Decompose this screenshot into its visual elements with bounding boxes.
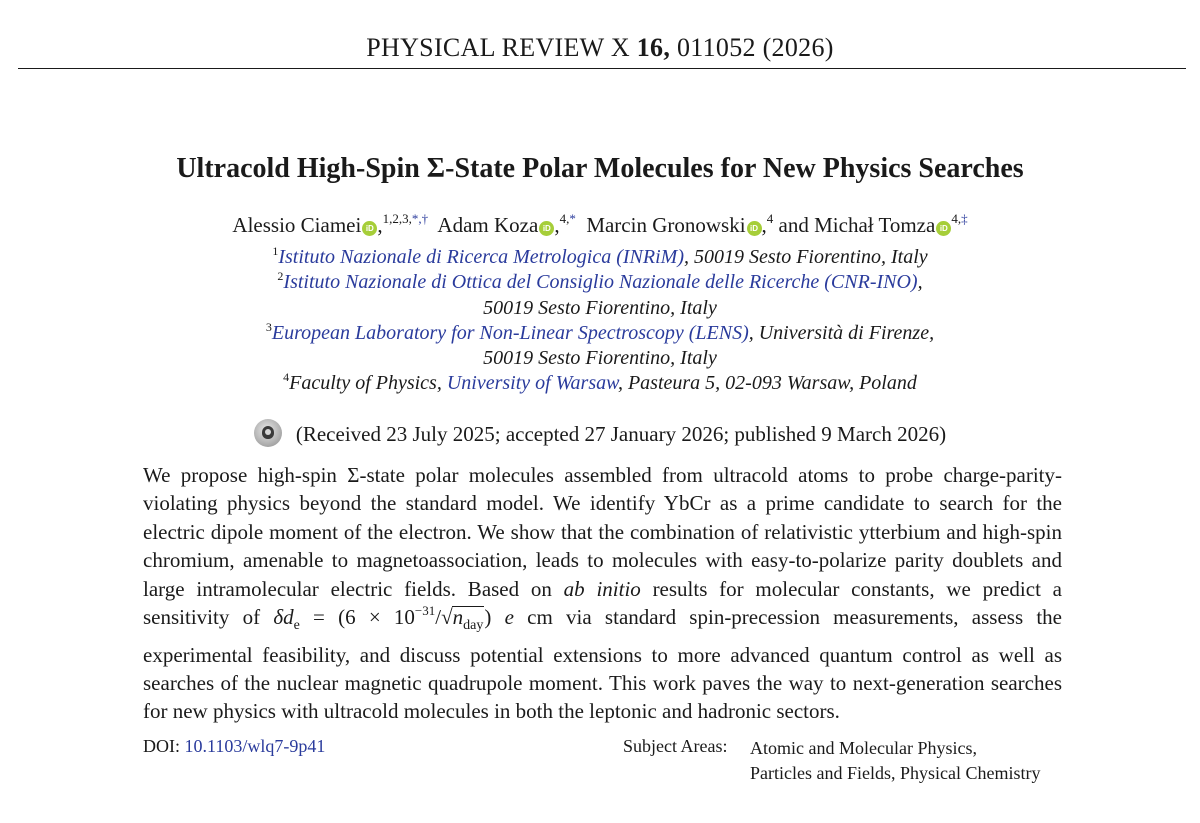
doi-link[interactable]: 10.1103/wlq7-9p41 xyxy=(184,736,326,756)
author-affil-ref: 4 xyxy=(766,211,774,226)
subject-area-line: Atomic and Molecular Physics, xyxy=(750,738,977,758)
affiliation-1: $^1$Istituto Nazionale di Ricerca Metrologica (INRiM), 50019 Sesto Fiorentino, Italy xyxy=(272,244,928,268)
article-info: 011052 (2026) xyxy=(676,33,834,62)
author-list: Alessio Ciamei iD ,$^{1,2,3,*,\dagger}$ Adam Koza iD ,$^{4,*}$ Marcin Gronowski iD ,$^4$ and Michał Tomza $iD^{4,\ddagger}$ xyxy=(232,211,968,237)
affiliation-link[interactable]: Istituto Nazionale di Ottica del Consiglio Nazionale delle Ricerche (CNR-INO) xyxy=(283,271,918,294)
author-affil-ref: 4, xyxy=(559,211,570,226)
doi-row xyxy=(143,736,325,757)
received-dates: (Received 23 July 2025; accepted 27 January 2026; published 9 March 2026) xyxy=(295,422,947,446)
journal-name: PHYSICAL REVIEW X xyxy=(366,33,630,62)
affiliation-link[interactable]: University of Warsaw xyxy=(446,372,618,395)
author-name[interactable]: Adam Koza xyxy=(437,213,539,237)
sensitivity-formula: $\delta d_e = (6 \times 10^{-31}/√n_{day})$ e cm xyxy=(273,605,553,629)
orcid-icon[interactable]: iD xyxy=(936,221,951,236)
paper-title: Ultracold High-Spin Σ-State Polar Molecules for New Physics Searches xyxy=(176,153,1024,184)
authors-conjunction: and xyxy=(778,213,809,237)
author-note-link[interactable]: *,† xyxy=(411,211,429,226)
author-name[interactable]: Alessio Ciamei xyxy=(232,213,362,237)
abstract: We propose high-spin Σ-state polar molecules assembled from ultracold atoms to probe charge-parity-violating physics beyond the standard model. We identify YbCr as a prime candidate to search for the electric dipole moment of the electron. We show that the combination of relativistic ytterbium and high-spin chromium, amenable to magnetoassociation, leads to molecules with easy-to-polarize parity doublets and large intramolecular electric fields. Based on ab initio results for molecular constants, we predict a sensitivity of $\delta d_e = (6 \times 10^{-31}/√n_{day})$ e cm via standard spin-precession measurements, assess the experimental feasibility, and discuss potential extensions to more advanced quantum control as well as searches of the nuclear magnetic quadrupole moment. This work paves the way to next-generation searches for new physics with ultracold molecules in both the leptonic and hadronic sectors. xyxy=(143,463,1063,724)
author-note-link[interactable]: * xyxy=(569,211,576,226)
affiliation-3: $^3$European Laboratory for Non-Linear Spectroscopy (LENS), Università di Firenze, xyxy=(265,319,935,344)
journal-volume: 16, xyxy=(636,33,671,62)
subject-areas-label: Subject Areas: xyxy=(623,736,728,756)
orcid-icon[interactable]: iD xyxy=(747,221,762,236)
orcid-icon[interactable]: iD xyxy=(362,221,377,236)
subject-areas xyxy=(750,736,1040,786)
header-rule xyxy=(18,68,1186,69)
received-row xyxy=(0,419,1200,447)
affiliation-2-cont: 50019 Sesto Fiorentino, Italy xyxy=(483,296,717,319)
author-note-link[interactable]: ‡ xyxy=(961,211,968,226)
crossmark-icon[interactable] xyxy=(254,419,282,447)
affiliations xyxy=(0,245,1200,397)
journal-header xyxy=(0,33,1200,63)
affiliation-link[interactable]: Istituto Nazionale di Ricerca Metrologica (INRiM) xyxy=(278,246,684,268)
affiliation-2: $^2$Istituto Nazionale di Ottica del Consiglio Nazionale delle Ricerche (CNR-INO), xyxy=(277,269,923,294)
author-affil-ref: 1,2,3, xyxy=(382,211,412,226)
subject-area-line: Particles and Fields, Physical Chemistry xyxy=(750,763,1041,783)
affiliation-link[interactable]: European Laboratory for Non-Linear Spectroscopy (LENS) xyxy=(271,321,749,344)
author-name[interactable]: Michał Tomza xyxy=(814,213,936,237)
orcid-icon[interactable]: iD xyxy=(539,221,554,236)
author-name[interactable]: Marcin Gronowski xyxy=(586,213,746,237)
affiliation-4: $^4$Faculty of Physics, University of Warsaw, Pasteura 5, 02-093 Warsaw, Poland xyxy=(283,370,917,395)
affiliation-3-cont: 50019 Sesto Fiorentino, Italy xyxy=(483,347,717,370)
doi-label: DOI: xyxy=(143,736,180,756)
author-affil-ref: 4, xyxy=(951,211,962,226)
